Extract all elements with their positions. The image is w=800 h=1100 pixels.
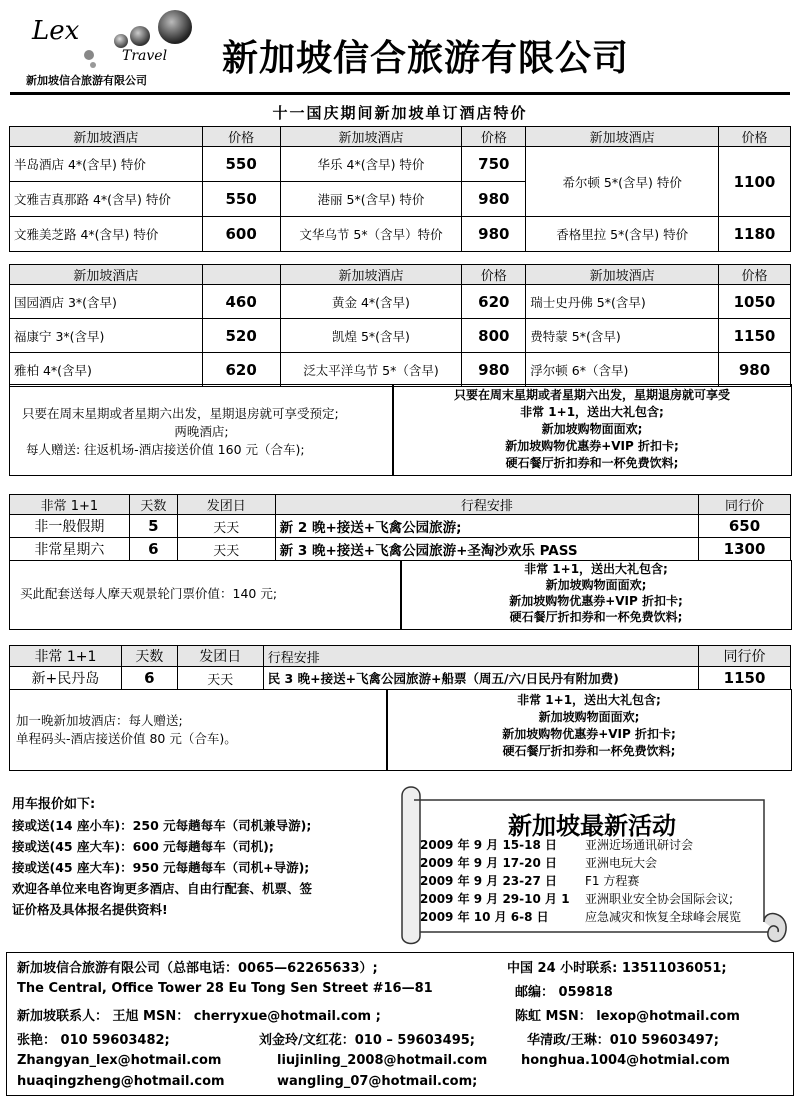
hotel-name: 香格里拉 5*(含早) 特价 — [526, 217, 719, 252]
note-line: 买此配套送每人摩天观景轮门票价值：140 元; — [20, 586, 278, 601]
car-line: 欢迎各单位来电咨询更多酒店、自由行配套、机票、签 — [12, 881, 313, 896]
col-header — [202, 265, 280, 285]
col-header: 新加坡酒店 — [10, 127, 203, 147]
china-hotline: 中国 24 小时联系: 13511036051; — [507, 961, 727, 976]
package-days: 5 — [129, 515, 177, 538]
hotel-name: 文雅美芝路 4*(含早) 特价 — [10, 217, 203, 252]
hotel-price: 800 — [462, 319, 526, 353]
promo-line: 非常 1+1，送出大礼包含; — [524, 562, 668, 576]
col-header: 发团日 — [177, 646, 263, 667]
hotel-name: 泛太平洋乌节 5*（含早) — [280, 353, 462, 387]
note-line: 每人赠送: 往返机场-酒店接送价值 160 元（合车); — [26, 442, 305, 457]
hotel-price: 1150 — [718, 319, 790, 353]
hotel-name: 港丽 5*(含早) 特价 — [280, 182, 462, 217]
company-phone: 新加坡信合旅游有限公司（总部电话：0065—62265633）; — [17, 961, 378, 976]
event-name: 应急减灾和恢复全球峰会展览 — [585, 910, 742, 924]
note-line: 两晚酒店; — [174, 424, 229, 439]
package-price: 650 — [699, 515, 791, 538]
package-itinerary: 民 3 晚+接送+飞禽公园旅游+船票（周五/六/日民丹有附加费) — [263, 667, 698, 690]
events-scroll — [384, 780, 792, 950]
section2-note-left — [9, 560, 402, 630]
event-name: 亚洲近场通讯研讨会 — [585, 838, 694, 852]
hotel-name: 凯煌 5*(含早) — [280, 319, 462, 353]
car-line: 接或送(45 座大车)：950 元每趟每车（司机+导游); — [12, 860, 310, 875]
car-line: 接或送(14 座小车)：250 元每趟每车（司机兼导游); — [12, 818, 312, 833]
car-line: 接或送(45 座大车)：600 元每趟每车（司机); — [12, 839, 274, 854]
promo-line: 非常 1+1，送出大礼包含; — [520, 405, 664, 419]
hotel-name: 福康宁 3*(含早) — [10, 319, 203, 353]
col-header: 同行价 — [699, 646, 791, 667]
table-header-row — [10, 646, 791, 667]
logo-circle-large — [158, 10, 192, 44]
col-header: 价格 — [718, 265, 790, 285]
postcode: 邮编： 059818 — [515, 985, 613, 1000]
logo-circle-dot2 — [90, 62, 96, 68]
logo — [18, 6, 198, 88]
logo-circle-dot — [84, 50, 94, 60]
event-item — [420, 908, 770, 926]
section3-note-left — [9, 689, 388, 771]
hotel-name: 国园酒店 3*(含早) — [10, 285, 203, 319]
hotel-name: 文华乌节 5*（含早）特价 — [280, 217, 462, 252]
sg-contact: 新加坡联系人： 王旭 MSN： cherryxue@hotmail.com ; — [17, 1009, 381, 1024]
hotel-table-a — [9, 126, 791, 252]
hotel-price: 550 — [202, 147, 280, 182]
hotel-name: 瑞士史丹佛 5*(含早) — [526, 285, 719, 319]
hotel-name: 希尔顿 5*(含早) 特价 — [526, 147, 719, 217]
package-itinerary: 新 3 晚+接送+飞禽公园旅游+圣淘沙欢乐 PASS — [275, 538, 698, 561]
package-departure: 天天 — [177, 667, 263, 690]
col-header: 价格 — [462, 127, 526, 147]
promo-line: 新加坡购物面面欢; — [545, 578, 647, 592]
col-header: 新加坡酒店 — [10, 265, 203, 285]
col-header: 新加坡酒店 — [526, 127, 719, 147]
col-header: 价格 — [719, 127, 791, 147]
hotel-price: 750 — [462, 147, 526, 182]
hotel-price: 620 — [202, 353, 280, 387]
promo-line: 只要在周末星期或者星期六出发，星期退房就可享受 — [453, 388, 730, 402]
email-huaqing[interactable]: huaqingzheng@hotmail.com — [17, 1074, 225, 1089]
note-line: 只要在周末星期或者星期六出发，星期退房就可享受预定; — [22, 406, 339, 421]
promo-line: 硬石餐厅折扣券和一杯免费饮料; — [509, 610, 683, 624]
col-header: 同行价 — [699, 495, 791, 515]
event-name: F1 方程赛 — [585, 874, 640, 888]
event-item — [420, 854, 770, 872]
col-header: 新加坡酒店 — [526, 265, 719, 285]
col-header: 天数 — [129, 495, 177, 515]
email-hua[interactable]: honghua.1004@hotmial.com — [521, 1053, 730, 1068]
package-name: 非常星期六 — [10, 538, 130, 561]
col-header: 行程安排 — [263, 646, 698, 667]
col-header: 价格 — [202, 127, 280, 147]
table-header-row — [10, 495, 791, 515]
hotel-price: 1100 — [719, 147, 791, 217]
hotel-price: 600 — [202, 217, 280, 252]
hotel-name: 浮尔顿 6*（含早) — [526, 353, 719, 387]
logo-word-lex: Lex — [32, 16, 80, 46]
note-line: 单程码头-酒店接送价值 80 元（合车)。 — [16, 731, 237, 746]
hotel-name: 半岛酒店 4*(含早) 特价 — [10, 147, 203, 182]
col-header: 发团日 — [177, 495, 275, 515]
event-name: 亚洲职业安全协会国际会议; — [585, 892, 734, 906]
hotel-name: 黄金 4*(含早) — [280, 285, 462, 319]
car-line: 证价格及具体报名提供资料! — [12, 902, 168, 917]
event-name: 亚洲电玩大会 — [585, 856, 658, 870]
col-header: 新加坡酒店 — [280, 127, 462, 147]
email-liu[interactable]: liujinling_2008@hotmail.com — [277, 1053, 488, 1068]
car-price-block — [12, 795, 382, 920]
col-header: 行程安排 — [275, 495, 698, 515]
tour-table-1 — [9, 494, 791, 561]
col-header: 非常 1+1 — [10, 646, 122, 667]
event-item — [420, 872, 770, 890]
hotel-price: 520 — [202, 319, 280, 353]
table-row — [10, 515, 791, 538]
package-departure: 天天 — [177, 538, 275, 561]
sg-contact-2: 陈虹 MSN： lexop@hotmail.com — [515, 1009, 740, 1024]
table-row — [10, 667, 791, 690]
promo-line: 新加坡购物面面欢; — [538, 710, 640, 724]
package-days: 6 — [121, 667, 177, 690]
hotel-price: 620 — [462, 285, 526, 319]
promo-line: 硬石餐厅折扣券和一杯免费饮料; — [502, 744, 676, 758]
contact-liu: 刘金玲/文红花：010 – 59603495; — [259, 1033, 475, 1048]
promo-line: 硬石餐厅折扣券和一杯免费饮料; — [505, 456, 679, 470]
hotel-name: 雅柏 4*(含早) — [10, 353, 203, 387]
contact-footer — [6, 952, 794, 1096]
hotel-price: 1050 — [718, 285, 790, 319]
footer-line — [17, 957, 378, 976]
table-row — [10, 353, 791, 387]
hotel-price: 980 — [462, 182, 526, 217]
hotel-price: 980 — [462, 353, 526, 387]
col-header: 天数 — [121, 646, 177, 667]
package-itinerary: 新 2 晚+接送+飞禽公园旅游; — [275, 515, 698, 538]
section3-note-right — [386, 689, 792, 771]
logo-circle-small — [114, 34, 128, 48]
event-date: 2009 年 9 月 15-18 日 — [420, 838, 558, 852]
hotel-price: 980 — [462, 217, 526, 252]
note-line: 加一晚新加坡酒店：每人赠送; — [16, 713, 183, 728]
contact-zhang: 张艳： 010 59603482; — [17, 1033, 170, 1048]
package-departure: 天天 — [177, 515, 275, 538]
promo-line: 新加坡购物优惠券+VIP 折扣卡; — [505, 439, 679, 453]
section1-note-left — [9, 384, 394, 476]
section1-note-right — [392, 384, 792, 476]
hotel-price: 980 — [718, 353, 790, 387]
header-divider — [10, 92, 790, 95]
table-row — [10, 217, 791, 252]
logo-word-travel: Travel — [122, 48, 168, 64]
promo-line: 新加坡购物面面欢; — [541, 422, 643, 436]
events-list — [420, 836, 770, 926]
event-date: 2009 年 10 月 6-8 日 — [420, 910, 549, 924]
table-row — [10, 319, 791, 353]
event-date: 2009 年 9 月 29-10 月 1 — [420, 892, 570, 906]
event-item — [420, 890, 770, 908]
hotel-price: 1180 — [719, 217, 791, 252]
section2-note-right — [400, 560, 792, 630]
hotel-price: 460 — [202, 285, 280, 319]
car-title: 用车报价如下: — [12, 797, 96, 812]
package-days: 6 — [129, 538, 177, 561]
col-header: 新加坡酒店 — [280, 265, 462, 285]
col-header: 非常 1+1 — [10, 495, 130, 515]
package-price: 1300 — [699, 538, 791, 561]
tour-table-2 — [9, 645, 791, 690]
hotel-name: 华乐 4*(含早) 特价 — [280, 147, 462, 182]
company-title: 新加坡信合旅游有限公司 — [222, 38, 630, 79]
table-row — [10, 538, 791, 561]
address: The Central, Office Tower 28 Eu Tong Sen Street #16—81 — [17, 981, 433, 996]
table-header-row — [10, 127, 791, 147]
hotel-name: 费特蒙 5*(含早) — [526, 319, 719, 353]
package-name: 非一般假期 — [10, 515, 130, 538]
email-zhang[interactable]: Zhangyan_lex@hotmail.com — [17, 1053, 222, 1068]
event-date: 2009 年 9 月 17-20 日 — [420, 856, 558, 870]
event-item — [420, 836, 770, 854]
package-name: 新+民丹岛 — [10, 667, 122, 690]
contact-hua: 华清政/王琳：010 59603497; — [527, 1033, 719, 1048]
table-row — [10, 147, 791, 182]
logo-caption: 新加坡信合旅游有限公司 — [26, 74, 147, 87]
hotel-table-b — [9, 264, 791, 387]
col-header: 价格 — [462, 265, 526, 285]
hotel-price: 550 — [202, 182, 280, 217]
table-header-row — [10, 265, 791, 285]
logo-circle-mid — [130, 26, 150, 46]
promo-line: 新加坡购物优惠券+VIP 折扣卡; — [502, 727, 676, 741]
table-row — [10, 285, 791, 319]
events-title: 新加坡最新活动 — [508, 812, 676, 840]
hotel-name: 文雅吉真那路 4*(含早) 特价 — [10, 182, 203, 217]
event-date: 2009 年 9 月 23-27 日 — [420, 874, 558, 888]
promo-line: 新加坡购物优惠券+VIP 折扣卡; — [509, 594, 683, 608]
email-wang[interactable]: wangling_07@hotmail.com; — [277, 1074, 478, 1089]
promo-line: 非常 1+1，送出大礼包含; — [517, 693, 661, 707]
section1-title: 十一国庆期间新加坡单订酒店特价 — [272, 104, 528, 122]
package-price: 1150 — [699, 667, 791, 690]
